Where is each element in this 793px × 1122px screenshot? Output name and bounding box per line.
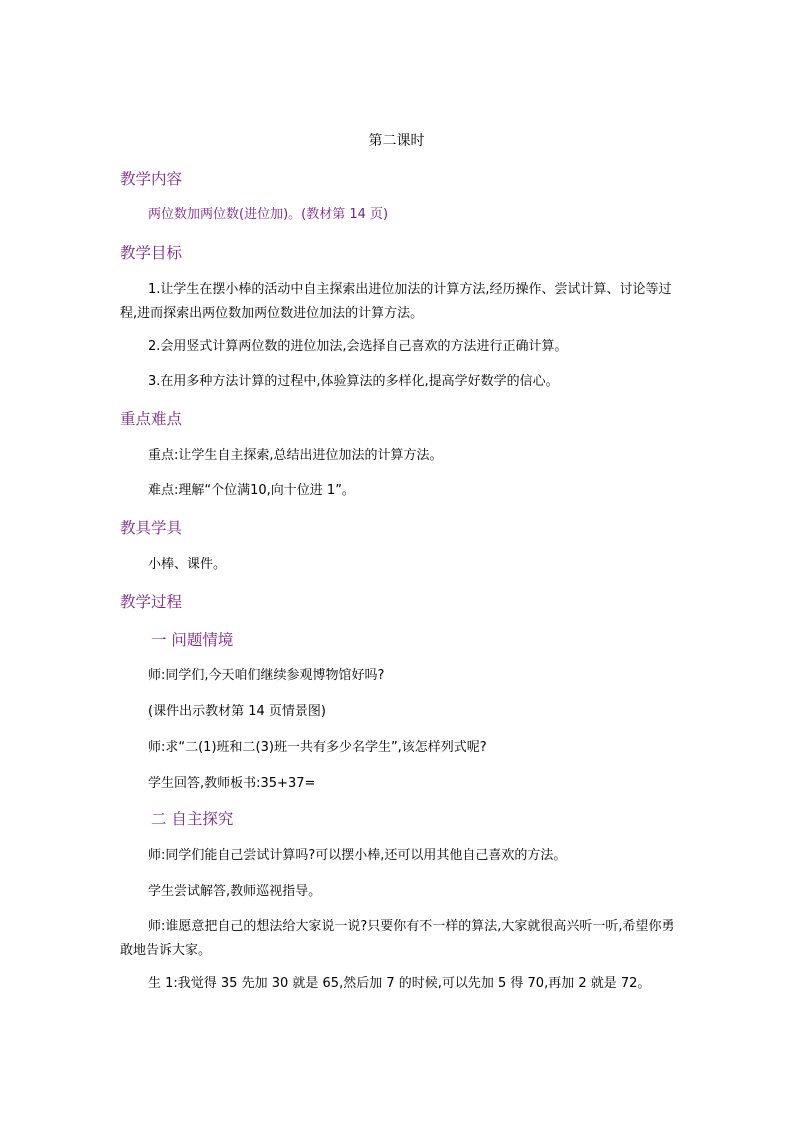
content-text: 两位数加两位数(进位加)。(教材第 14 页) bbox=[148, 207, 389, 222]
process-part2-line-1: 师:同学们能自己尝试计算吗?可以摆小棒,还可以用其他自己喜欢的方法。 bbox=[148, 848, 567, 863]
heading-teaching-process: 教学过程 bbox=[120, 593, 183, 611]
difficulty-text: 难点:理解“个位满10,向十位进 1”。 bbox=[148, 483, 355, 498]
subheading-self-exploration: 二 自主探究 bbox=[151, 810, 234, 828]
tools-text: 小棒、课件。 bbox=[148, 557, 227, 572]
heading-teaching-tools: 教具学具 bbox=[120, 519, 183, 537]
key-point-text: 重点:让学生自主探索,总结出进位加法的计算方法。 bbox=[148, 448, 443, 463]
goal-item-3: 3.在用多种方法计算的过程中,体验算法的多样化,提高学好数学的信心。 bbox=[148, 374, 559, 389]
process-part1-line-2: (课件出示教材第 14 页情景图) bbox=[148, 704, 326, 719]
process-part1-line-1: 师:同学们,今天咱们继续参观博物馆好吗? bbox=[148, 668, 385, 683]
process-part2-line-2: 学生尝试解答,教师巡视指导。 bbox=[148, 884, 322, 899]
process-part2-line-3: 师:谁愿意把自己的想法给大家说一说?只要你有不一样的算法,大家就很高兴听一听,希望你勇敢地告诉大家。 bbox=[120, 919, 675, 958]
goal-item-2: 2.会用竖式计算两位数的进位加法,会选择自己喜欢的方法进行正确计算。 bbox=[148, 339, 568, 354]
subheading-problem-situation: 一 问题情境 bbox=[151, 631, 234, 649]
process-part1-line-3: 师:求“二(1)班和二(3)班一共有多少名学生”,该怎样列式呢? bbox=[148, 740, 487, 755]
goal-item-1: 1.让学生在摆小棒的活动中自主探索出进位加法的计算方法,经历操作、尝试计算、讨论等过程,进而探索出两位数加两位数进位加法的计算方法。 bbox=[120, 282, 672, 321]
process-part2-line-4: 生 1:我觉得 35 先加 30 就是 65,然后加 7 的时候,可以先加 5 得 70,再加 2 就是 72。 bbox=[148, 976, 651, 991]
heading-teaching-goals: 教学目标 bbox=[120, 244, 183, 262]
page-title: 第二课时 bbox=[368, 133, 425, 149]
process-part1-line-4: 学生回答,教师板书:35+37= bbox=[148, 776, 316, 791]
heading-key-points: 重点难点 bbox=[120, 410, 183, 428]
heading-teaching-content: 教学内容 bbox=[120, 170, 183, 188]
